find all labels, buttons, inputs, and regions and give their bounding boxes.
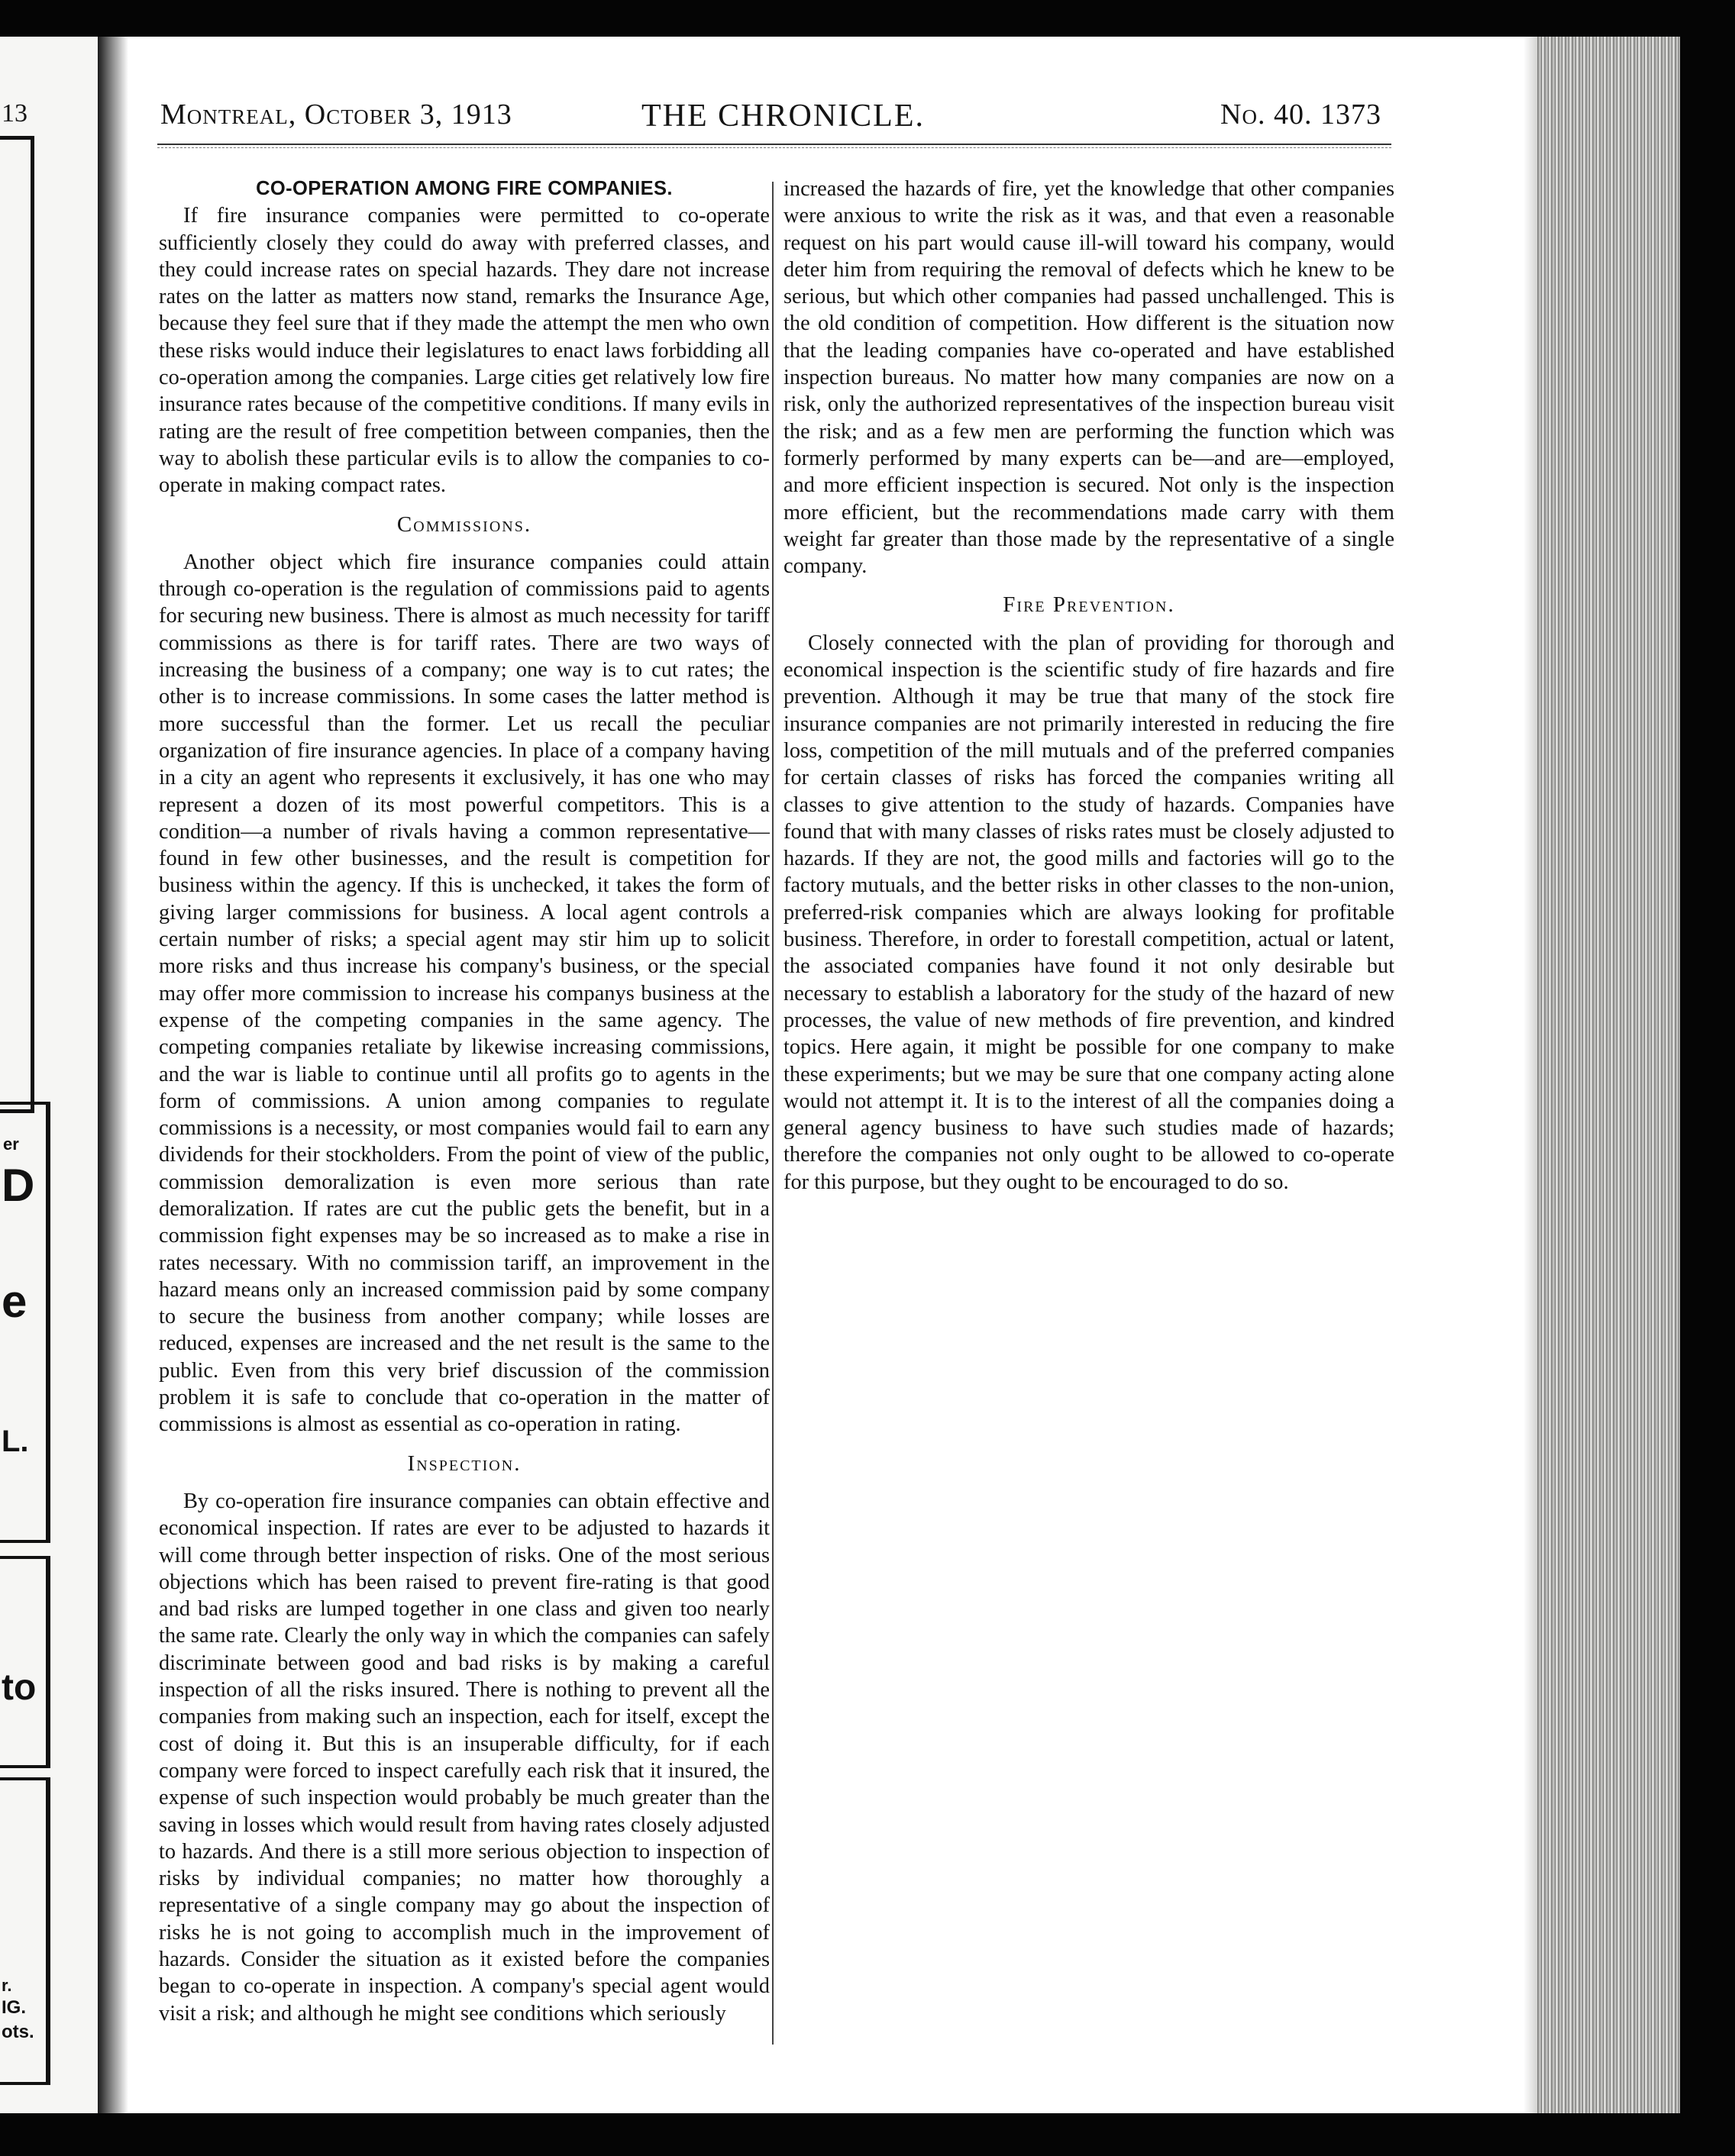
paragraph-intro: If fire insurance companies were permitted to co-operate sufficiently closely they could do away with preferred classes, and they could increase rates on special hazards. They dare not increase rates on the latter as matters now stand, remarks the Insurance Age, because they feel sure that if they made the attempt the men who own these risks would induce their legislatures to enact laws forbidding all co-operation among the companies. Large cities get relatively low fire insurance rates because of the competitive conditions. If many evils in rating are the result of free competition between companies, then the way to abolish these particular evils is to allow the companies to co-operate in making compact rates. [159, 204, 770, 498]
previous-page-fragment: L. [2, 1425, 29, 1458]
running-head-date: Montreal, October 3, 1913 [160, 98, 512, 131]
header-rule [157, 144, 1391, 145]
previous-page-fragment: D [2, 1160, 35, 1211]
scan-border-top [0, 0, 1735, 37]
text-column-left [159, 176, 770, 2031]
article-title: CO-OPERATION AMONG FIRE COMPANIES. [256, 178, 673, 199]
article-body [159, 176, 770, 2027]
header-rule [157, 147, 1391, 148]
previous-page-ad-box [0, 136, 34, 1113]
section-heading-fire-prevention: Fire Prevention. [1003, 592, 1175, 618]
paragraph-fire-prevention: Closely connected with the plan of providing for thorough and economical inspection is the scientific study of fire hazards and fire prevention. Although it may be true that many of the stock fire insurance companies are not primarily interested in reducing the fire loss, competition of the mill mutuals and of the preferred companies for certain classes of risks has forced the companies writing all classes to give attention to the study of hazards. Companies have found that with many classes of risks rates must be closely adjusted to hazards. If they are not, the good mills and factories will go to the factory mutuals, and the better risks in other classes to the non-union, preferred-risk companies which are always looking for profitable business. Therefore, in order to forestall competition, actual or latent, the associated companies have found it not only desirable but necessary to establish a laboratory for the study of the hazard of new processes, the value of new methods of fire prevention, and kindred topics. Here again, it might be possible for one company to make these experiments; but we may be sure that one company acting alone would not attempt it. It is to the interest of all the companies doing a general agency business to have such studies made of hazards; therefore the companies not only ought to be allowed to co-operate for this purpose, but they ought to be encouraged to do so. [783, 631, 1394, 1194]
previous-page-fragment: to [2, 1667, 37, 1708]
previous-page-fragment: e [2, 1276, 27, 1327]
previous-page-fragment: ots. [2, 2022, 34, 2042]
paragraph-inspection-continued: increased the hazards of fire, yet the knowledge that other companies were anxious to write the risk as it was, and that even a reasonable request on his part would cause ill-will toward his company, would deter him from requiring the removal of defects which he knew to be serious, but which other companies had passed unchallenged. This is the old condition of competition. How different is the situation now that the leading companies have co-operated and have established inspection bureaus. No matter how many companies are now on a risk, only the authorized representatives of the inspection bureau visit the risk; and as a few men are performing the function which was formerly performed by many experts can be—and are—employed, and more efficient inspection is secured. Not only is the inspection more efficient, but the recommendations made carry with them weight far greater than those made by the representative of a single company. [783, 177, 1394, 579]
previous-page-ad-box [0, 1556, 50, 1768]
scan-border-bottom [0, 2113, 1735, 2156]
previous-page-edge [0, 37, 98, 2113]
section-heading-inspection: Inspection. [407, 1451, 522, 1476]
scan-border-right [1680, 0, 1735, 2156]
previous-page-fragment: IG. [2, 1997, 27, 2018]
previous-page-number: 13 [2, 99, 27, 127]
section-heading-commissions: Commissions. [396, 512, 532, 537]
running-head-page-number: No. 40. 1373 [1220, 98, 1381, 131]
text-column-right [783, 176, 1394, 2031]
previous-page-fragment: er [3, 1134, 19, 1154]
gutter-shadow [98, 37, 128, 2113]
running-head-title: THE CHRONICLE. [641, 98, 925, 134]
book-page-edges [1535, 37, 1680, 2113]
paragraph-commissions: Another object which fire insurance companies could attain through co-operation is the regulation of commissions paid to agents for securing new business. There is almost as much necessity for tariff commissions as there is for tariff rates. There are two ways of increasing the business of a company; one way is to cut rates; the other is to increase commissions. In some cases the latter method is more successful than the former. Let us recall the peculiar organization of fire insurance agencies. In place of a company having in a city an agent who represents it exclusively, it has one who may represent a dozen of its most powerful competitors. This is a condition—a number of rivals having a common representative—found in few other businesses, and the result is competition for business within the agency. If this is unchecked, it takes the form of giving larger commissions for business. A local agent controls a certain number of risks; a special agent may stir him up to solicit more risks and thus increase his company's business, or the special may offer more commission to increase his companys business at the expense of the competing companies in the same agency. The competing companies retaliate by likewise increasing commissions, and the war is liable to continue until all profits go to agents in the form of commissions. A union among companies to regulate commissions is a necessity, or most companies would fail to earn any dividends for their stockholders. From the point of view of the public, commission demoralization is even more serious than rate demoralization. If rates are cut the public gets the benefit, but in a commission fight expenses may be so increased as to make a rise in rates necessary. With no commission tariff, an improvement in the hazard means only an increased commission paid by some company to secure the business from another company; while losses are reduced, expenses are increased and the net result is the same to the public. Even from this very brief discussion of the commission problem it is safe to conclude that co-operation in the matter of commissions is almost as essential as co-operation in rating. [159, 550, 770, 1437]
article-body-continued [783, 176, 1394, 1196]
column-rule [772, 182, 774, 2045]
paragraph-inspection: By co-operation fire insurance companies can obtain effective and economical inspection. If rates are ever to be adjusted to hazards it will come through better inspection of risks. One of the most serious objections which has been raised to prevent fire-rating is that good and bad risks are lumped together in one class and given too nearly the same rate. Clearly the only way in which the companies can safely discriminate between good and bad risks is by making a careful inspection of all the risks insured. There is nothing to prevent all the companies from making such an inspection, each for itself, except the cost of doing it. But this is an insuperable difficulty, for if each company were forced to inspect carefully each risk that it insured, the expense of such inspection would probably be much greater than the saving in losses which would result from having rates closely adjusted to hazards. And there is a still more serious objection to inspection of risks by individual companies; no matter how thoroughly a representative of a single company may go about the inspection of risks he is not going to accomplish much in the improvement of hazards. Consider the situation as it existed before the companies began to co-operate in inspection. A company's special agent would visit a risk; and although he might see conditions which seriously [159, 1489, 770, 2025]
previous-page-fragment: r. [2, 1976, 12, 1995]
